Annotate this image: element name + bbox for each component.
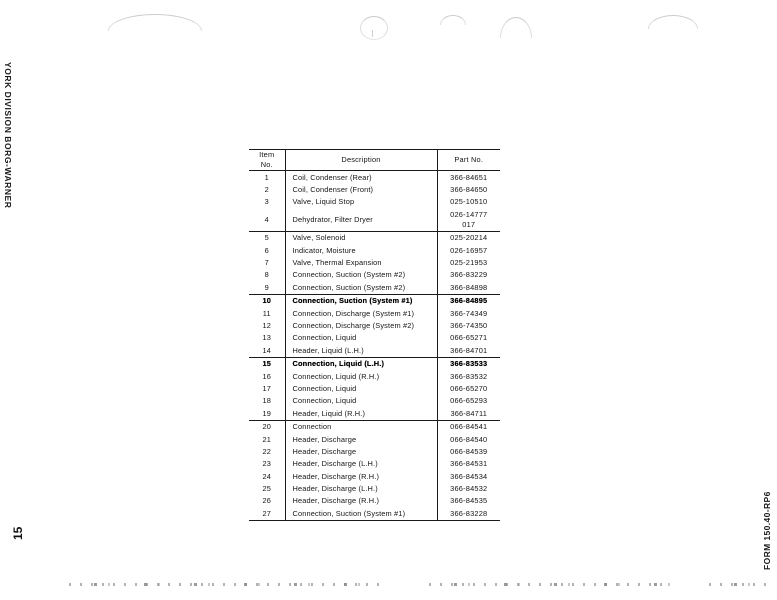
scan-edge-noise [420, 583, 670, 586]
cell-part-no: 026-14777 017 [437, 209, 500, 232]
cell-item-no: 27 [249, 508, 285, 521]
cell-part-no: 366-84650 [450, 184, 488, 194]
cell-part-no: 366-84701 [450, 345, 488, 355]
cell-part-no: 366-74350 [450, 321, 488, 330]
cell-part-no: 025-21953 [450, 258, 488, 268]
cell-item-no: 18 [249, 395, 285, 407]
cell-part-no: 025-10510 [450, 197, 488, 207]
table-row [249, 483, 500, 495]
cell-item-no: 21 [249, 433, 285, 445]
table-body [249, 171, 500, 521]
cell-part-no: 366-84535 [450, 496, 488, 506]
cell-item-no: 17 [249, 383, 285, 395]
cell-description: Valve, Liquid Stop [285, 196, 437, 208]
cell-item-no: 23 [249, 458, 285, 470]
cell-part-no: 366-84651 [437, 171, 500, 184]
cell-description: Connection, Liquid [285, 395, 437, 407]
cell-description: Dehydrator, Filter Dryer [285, 209, 437, 232]
table-row [249, 196, 500, 208]
cell-part-no: 025-20214 [437, 232, 500, 245]
column-header-item-no [249, 150, 285, 171]
cell-item-no: 15 [249, 358, 285, 371]
cell-description: Header, Liquid (R.H.) [285, 408, 437, 421]
table-row [249, 282, 500, 295]
cell-part-no: 366-84531 [450, 459, 488, 469]
cell-description: Valve, Solenoid [285, 232, 437, 245]
scan-edge-noise [700, 583, 770, 586]
scan-edge-noise [60, 583, 380, 586]
cell-description: Connection, Liquid (L.H.) [285, 358, 437, 371]
cell-part-no: 066-84541 [437, 421, 500, 434]
column-header-item-no-line1: Item [259, 150, 275, 159]
cell-description: Connection [285, 421, 437, 434]
table-row [249, 295, 500, 308]
cell-description: Header, Discharge (R.H.) [285, 495, 437, 507]
cell-description: Header, Discharge (L.H.) [285, 458, 437, 470]
cell-part-no: 366-84532 [450, 484, 488, 494]
cell-item-no: 9 [249, 282, 285, 295]
table-row [249, 433, 500, 445]
cell-part-no: 366-84534 [450, 471, 488, 481]
cell-part-no: 366-84898 [450, 282, 488, 292]
cell-description: Valve, Thermal Expansion [285, 257, 437, 269]
cell-item-no: 19 [249, 408, 285, 421]
cell-item-no: 8 [249, 269, 285, 281]
table-row [249, 395, 500, 407]
table-row [249, 458, 500, 470]
table-row [249, 171, 500, 184]
cell-item-no: 7 [249, 257, 285, 269]
cell-description: Connection, Discharge (System #2) [285, 320, 437, 332]
cell-item-no: 11 [249, 308, 285, 320]
cell-part-no: 066-65270 [450, 383, 488, 393]
column-header-item-no-line2: No. [260, 160, 273, 170]
cell-description: Connection, Suction (System #2) [285, 269, 437, 281]
table-row [249, 508, 500, 521]
table-row [249, 421, 500, 434]
cell-item-no: 25 [249, 483, 285, 495]
table-row [249, 269, 500, 281]
cell-description: Header, Discharge (R.H.) [285, 471, 437, 483]
cell-item-no: 1 [249, 171, 285, 184]
cell-item-no: 20 [249, 421, 285, 434]
table-row [249, 184, 500, 196]
cell-part-no: 366-83533 [437, 358, 500, 371]
cell-item-no: 12 [249, 320, 285, 332]
cell-description: Connection, Liquid [285, 383, 437, 395]
cell-item-no: 16 [249, 370, 285, 382]
cell-part-no: 066-84539 [450, 446, 488, 456]
cell-description: Connection, Suction (System #1) [285, 508, 437, 521]
cell-part-no: 066-65293 [450, 396, 488, 406]
cell-item-no: 22 [249, 446, 285, 458]
table-row [249, 471, 500, 483]
cell-item-no: 24 [249, 471, 285, 483]
table-header-row [249, 150, 500, 171]
table-row [249, 358, 500, 371]
cell-part-no: 366-84711 [450, 408, 488, 418]
cell-item-no: 26 [249, 495, 285, 507]
scan-arc-artifact [108, 14, 202, 31]
table-header [249, 150, 500, 171]
cell-part-no: 366-83229 [450, 270, 488, 280]
cell-description: Connection, Suction (System #1) [285, 295, 437, 308]
scan-arc-artifact [500, 17, 532, 38]
column-header-part-no: Part No. [437, 150, 500, 171]
table-row [249, 209, 500, 232]
table-row [249, 320, 500, 332]
cell-item-no: 2 [249, 184, 285, 196]
cell-description: Connection, Suction (System #2) [285, 282, 437, 295]
cell-description: Connection, Liquid (R.H.) [285, 370, 437, 382]
cell-part-no: 066-65271 [450, 333, 488, 343]
cell-item-no: 14 [249, 345, 285, 358]
cell-description: Connection, Liquid [285, 332, 437, 344]
cell-description: Coil, Condenser (Rear) [285, 171, 437, 184]
cell-description: Connection, Discharge (System #1) [285, 308, 437, 320]
parts-list-table [249, 149, 500, 521]
table-row [249, 232, 500, 245]
cell-part-no: 366-84895 [437, 295, 500, 308]
scan-arc-artifact [440, 15, 466, 25]
table-row [249, 370, 500, 382]
page-number: 15 [11, 526, 25, 540]
cell-description: Indicator, Moisture [285, 245, 437, 257]
cell-part-no: 366-74349 [450, 308, 488, 318]
cell-item-no: 5 [249, 232, 285, 245]
table-row [249, 383, 500, 395]
cell-item-no: 4 [249, 209, 285, 232]
cell-part-no: 366-83228 [450, 508, 488, 518]
table-row [249, 446, 500, 458]
cell-part-no: 066-84540 [450, 434, 488, 444]
cell-part-no-continuation: 017 [462, 219, 476, 229]
column-header-description: Description [285, 150, 437, 171]
table-row [249, 495, 500, 507]
cell-description: Header, Discharge [285, 446, 437, 458]
cell-item-no: 13 [249, 332, 285, 344]
scan-arc-artifact [648, 15, 698, 29]
table-row [249, 245, 500, 257]
table-row [249, 408, 500, 421]
scan-tick-artifact [372, 30, 373, 37]
cell-description: Coil, Condenser (Front) [285, 184, 437, 196]
table-row [249, 332, 500, 344]
cell-item-no: 10 [249, 295, 285, 308]
cell-description: Header, Discharge (L.H.) [285, 483, 437, 495]
cell-item-no: 3 [249, 196, 285, 208]
publisher-imprint: YORK DIVISION BORG-WARNER [3, 62, 13, 209]
cell-description: Header, Liquid (L.H.) [285, 345, 437, 358]
scan-arc-artifact [360, 16, 388, 40]
table-row [249, 257, 500, 269]
cell-item-no: 6 [249, 245, 285, 257]
table-row [249, 345, 500, 358]
form-number: FORM 150.40-RP6 [762, 491, 772, 570]
cell-description: Header, Discharge [285, 433, 437, 445]
cell-part-no: 366-83532 [450, 371, 488, 381]
cell-part-no: 026-16957 [450, 245, 488, 255]
table-row [249, 308, 500, 320]
